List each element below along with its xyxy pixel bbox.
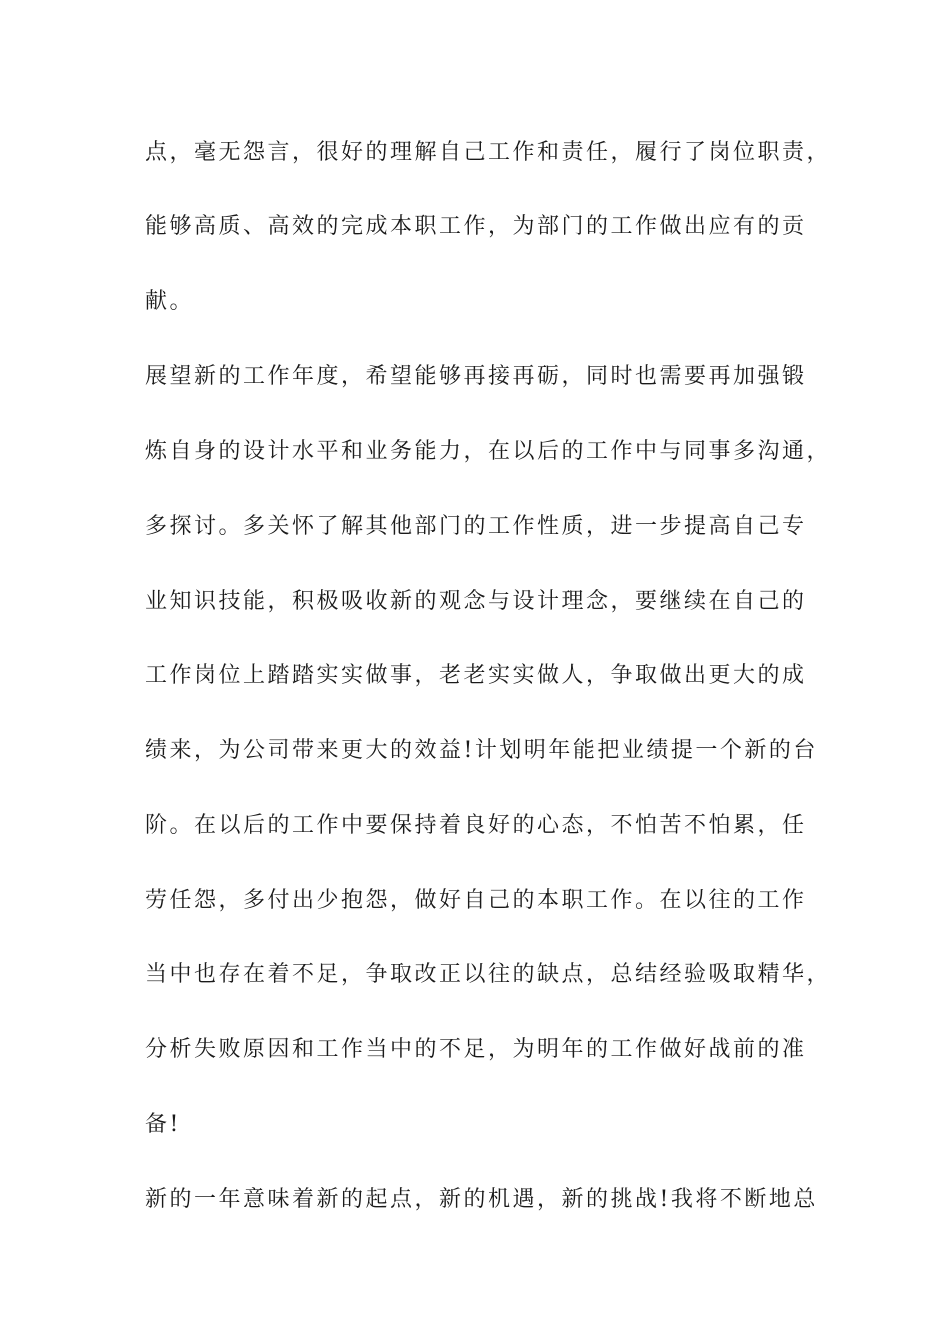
text-line: 展望新的工作年度，希望能够再接再砺，同时也需要再加强锻	[145, 364, 807, 389]
text-line: 献。	[145, 289, 195, 314]
text-line: 点，毫无怨言，很好的理解自己工作和责任，履行了岗位职责，	[145, 140, 832, 165]
text-line: 炼自身的设计水平和业务能力，在以后的工作中与同事多沟通，	[145, 439, 832, 464]
text-line: 备!	[145, 1112, 181, 1137]
text-line: 能够高质、高效的完成本职工作，为部门的工作做出应有的贡	[145, 214, 807, 239]
text-line: 劳任怨，多付出少抱怨，做好自己的本职工作。在以往的工作	[145, 888, 807, 913]
text-line: 绩来，为公司带来更大的效益!计划明年能把业绩提一个新的台	[145, 738, 818, 763]
text-line: 分析失败原因和工作当中的不足，为明年的工作做好战前的准	[145, 1037, 807, 1062]
text-line: 当中也存在着不足，争取改正以往的缺点，总结经验吸取精华，	[145, 962, 832, 987]
text-line: 业知识技能，积极吸收新的观念与设计理念，要继续在自己的	[145, 589, 807, 614]
text-line: 工作岗位上踏踏实实做事，老老实实做人，争取做出更大的成	[145, 663, 807, 688]
text-line: 多探讨。多关怀了解其他部门的工作性质，进一步提高自己专	[145, 514, 807, 539]
text-line: 新的一年意味着新的起点，新的机遇，新的挑战!我将不断地总	[145, 1187, 818, 1212]
text-line: 阶。在以后的工作中要保持着良好的心态，不怕苦不怕累，任	[145, 813, 807, 838]
